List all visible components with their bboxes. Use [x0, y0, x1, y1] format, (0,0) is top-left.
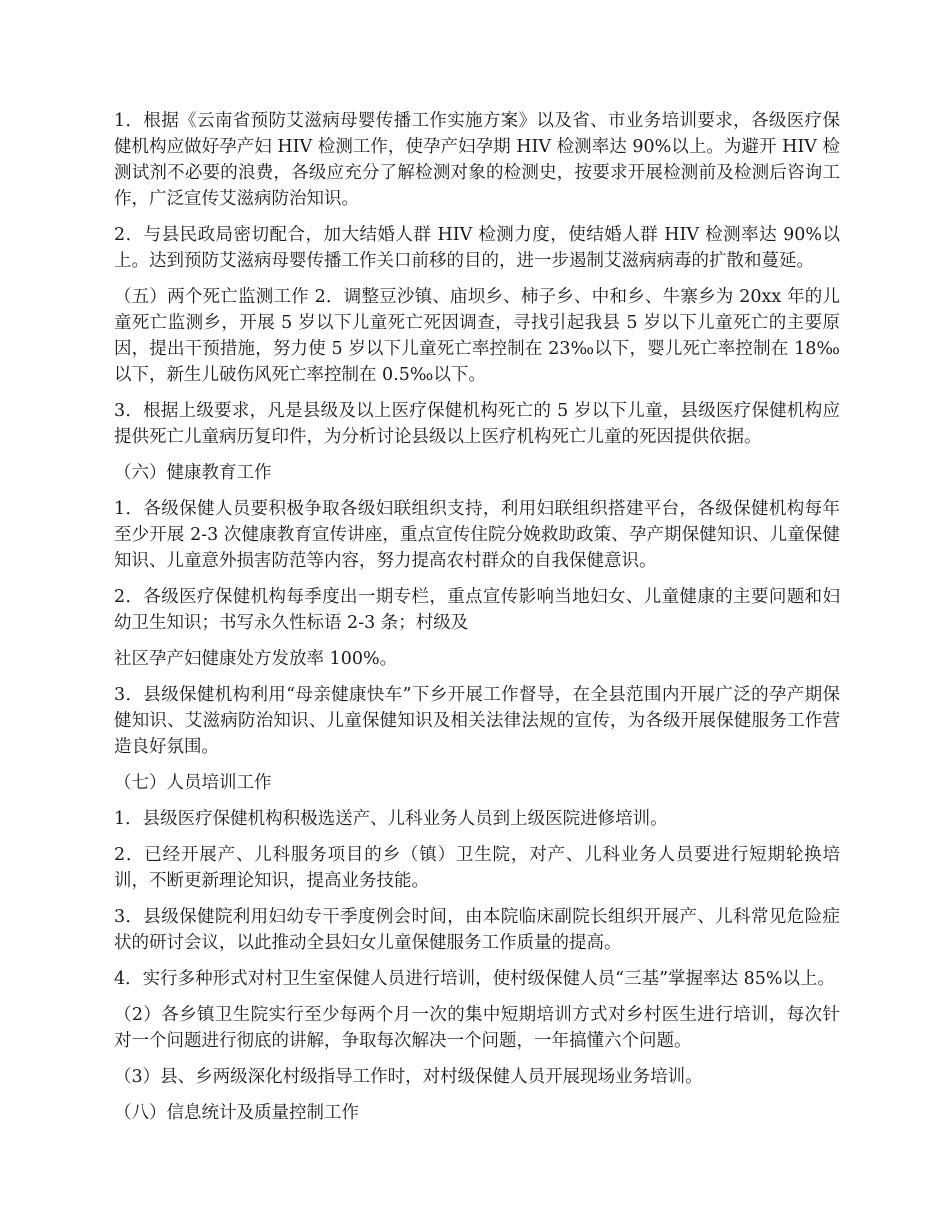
paragraph-mother-health-express: 3．县级保健机构利用“母亲健康快车”下乡开展工作督导，在全县范围内开展广泛的孕产期保健知识、艾滋病防治知识、儿童保健知识及相关法律法规的宣传，为各级开展保健服务工作营造良好氛围。 [114, 685, 840, 757]
paragraph-hiv-testing-marriage: 2．与县民政局密切配合，加大结婚人群 HIV 检测力度，使结婚人群 HIV 检测率达 90%以上。达到预防艾滋病母婴传播工作关口前移的目的，进一步遏制艾滋病病毒的扩散和蔓延。 [114, 225, 840, 271]
paragraph-training-seminar: 3．县级保健院利用妇幼专干季度例会时间，由本院临床副院长组织开展产、儿科常见危险症状的研讨会议，以此推动全县妇女儿童保健服务工作质量的提高。 [114, 907, 840, 953]
paragraph-training-county: 1．县级医疗保健机构积极选送产、儿科业务人员到上级医院进修培训。 [114, 809, 668, 829]
paragraph-training-village: 4．实行多种形式对村卫生室保健人员进行培训，使村级保健人员“三基”掌握率达 85%以上。 [114, 969, 835, 989]
section-heading-staff-training: （七）人员培训工作 [114, 773, 272, 793]
paragraph-death-records: 3．根据上级要求，凡是县级及以上医疗保健机构死亡的 5 岁以下儿童，县级医疗保健机构应提供死亡儿童病历复印件，为分析讨论县级以上医疗机构死亡儿童的死因提供依据。 [114, 401, 840, 447]
section-heading-health-education: （六）健康教育工作 [114, 463, 272, 483]
section-heading-statistics: （八）信息统计及质量控制工作 [114, 1103, 359, 1123]
paragraph-training-onsite: （3）县、乡两级深化村级指导工作时，对村级保健人员开展现场业务培训。 [114, 1067, 703, 1087]
paragraph-prescription-rate: 社区孕产妇健康处方发放率 100%。 [114, 649, 398, 669]
paragraph-hiv-testing-pregnant: 1．根据《云南省预防艾滋病母婴传播工作实施方案》以及省、市业务培训要求，各级医疗保健机构应做好孕产妇 HIV 检测工作，使孕产妇孕期 HIV 检测率达 90%以上。为避开 HIV 检测试剂不必要的浪费，各级应充分了解检测对象的检测史，按要求开展检测前及检测后咨询工作，广泛宣传艾滋病防治知识。 [114, 111, 840, 209]
paragraph-health-lectures: 1．各级保健人员要积极争取各级妇联组织支持，利用妇联组织搭建平台，各级保健机构每年至少开展 2-3 次健康教育宣传讲座，重点宣传住院分娩救助政策、孕产期保健知识、儿童保健知识、儿童意外损害防范等内容，努力提高农村群众的自我保健意识。 [114, 499, 840, 571]
paragraph-columns-slogans: 2．各级医疗保健机构每季度出一期专栏，重点宣传影响当地妇女、儿童健康的主要问题和妇幼卫生知识；书写永久性标语 2-3 条；村级及 [114, 587, 840, 633]
paragraph-training-doctors: （2）各乡镇卫生院实行至少每两个月一次的集中短期培训方式对乡村医生进行培训，每次针对一个问题进行彻底的讲解，争取每次解决一个问题，一年搞懂六个问题。 [114, 1005, 840, 1051]
paragraph-training-township: 2．已经开展产、儿科服务项目的乡（镇）卫生院，对产、儿科业务人员要进行短期轮换培训，不断更新理论知识，提高业务技能。 [114, 845, 840, 891]
document-body [114, 108, 840, 1136]
paragraph-death-monitoring: （五）两个死亡监测工作 2．调整豆沙镇、庙坝乡、柿子乡、中和乡、牛寨乡为 20xx 年的儿童死亡监测乡，开展 5 岁以下儿童死亡死因调查，寻找引起我县 5 岁以下儿童死亡的主要原因，提出干预措施，努力使 5 岁以下儿童死亡率控制在 23‰以下，婴儿死亡率控制在 18‰以下，新生儿破伤风死亡率控制在 0.5‰以下。 [114, 287, 840, 385]
